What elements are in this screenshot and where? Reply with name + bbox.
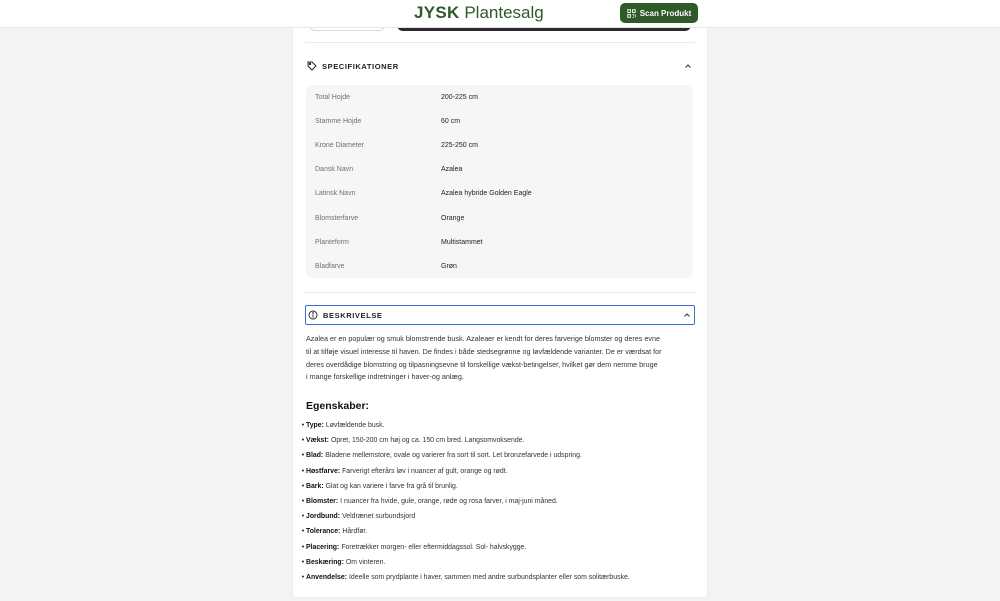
- spec-row: [306, 133, 693, 157]
- feature-label: Høstfarve:: [306, 467, 341, 475]
- divider: [305, 42, 695, 43]
- feature-text: Opret, 150-200 cm høj og ca. 150 cm bred. Langsomvoksende.: [330, 437, 525, 445]
- chevron-up-icon[interactable]: [683, 61, 693, 71]
- list-item: [300, 433, 700, 448]
- logo-brand: JYSK: [414, 3, 460, 22]
- spec-value: Orange: [441, 214, 465, 222]
- list-item: [300, 448, 700, 463]
- list-item: [300, 555, 700, 570]
- feature-label: Beskæring:: [306, 558, 344, 566]
- list-item: [300, 479, 700, 494]
- bullet: •: [301, 467, 305, 475]
- feature-text: Glat og kan variere i farve fra grå til brunlig.: [325, 482, 458, 490]
- list-item: [300, 464, 700, 479]
- list-item: [300, 494, 700, 509]
- bullet: •: [301, 437, 305, 445]
- spec-value: Azalea hybride Golden Eagle: [441, 190, 532, 198]
- divider: [305, 292, 695, 293]
- list-item: [300, 570, 700, 585]
- bullet: •: [301, 482, 305, 490]
- feature-text: I nuancer fra hvide, gule, orange, røde og rosa farver, i maj-juni måned.: [340, 498, 558, 506]
- spec-row: [306, 182, 693, 206]
- description-title: BESKRIVELSE: [323, 310, 383, 320]
- bullet: •: [301, 422, 305, 430]
- spec-label: Planteform: [315, 238, 349, 246]
- specifications-table: [306, 85, 693, 278]
- spec-value: 60 cm: [441, 117, 461, 125]
- specifications-title: SPECIFIKATIONER: [322, 61, 399, 71]
- list-item: [300, 540, 700, 555]
- feature-text: Hårdfør.: [342, 528, 368, 536]
- list-item: [300, 509, 700, 524]
- bullet: •: [301, 513, 305, 521]
- feature-text: Foretrækker morgen- eller eftermiddagssol. Sol- halvskygge.: [341, 543, 527, 551]
- feature-text: Ideelle som prydplante i haver, sammen med andre surbundsplanter eller som solitærbuske.: [348, 573, 630, 581]
- spec-row: [306, 85, 693, 109]
- scan-button-label: Scan Produkt: [639, 8, 692, 18]
- feature-text: Om vinteren.: [345, 558, 386, 566]
- spec-label: Bladfarve: [315, 262, 345, 270]
- specifications-header[interactable]: [305, 56, 695, 76]
- feature-text: Bladene mellemstore, ovale og varierer fra sort til sort. Let bronzefarvede i udspring.: [325, 452, 582, 460]
- feature-label: Blad:: [306, 452, 324, 460]
- spec-label: Blomsterfarve: [315, 214, 359, 222]
- description-line: Azalea er en populær og smuk blomstrende busk. Azaleaer er kendt for deres farverige blomster og deres evne: [306, 334, 660, 343]
- feature-label: Blomster:: [306, 498, 339, 506]
- list-item: [300, 418, 700, 433]
- qr-scan-icon: [627, 9, 636, 18]
- logo[interactable]: [414, 3, 544, 23]
- feature-label: Tolerance:: [306, 528, 341, 536]
- feature-text: Veldrænet surbundsjord: [342, 513, 416, 521]
- spec-value: Multistammet: [441, 238, 483, 246]
- spec-label: Total Hojde: [315, 93, 351, 101]
- spec-row: [306, 109, 693, 133]
- features-list: [300, 418, 700, 585]
- description-header[interactable]: [305, 305, 695, 325]
- spec-value: 225-250 cm: [441, 141, 478, 149]
- bullet: •: [301, 573, 305, 581]
- feature-label: Placering:: [306, 543, 340, 551]
- feature-label: Type:: [306, 422, 324, 430]
- feature-text: Løvfældende busk.: [325, 422, 385, 430]
- spec-label: Latinsk Navn: [315, 190, 356, 198]
- spec-value: Grøn: [441, 262, 457, 270]
- spec-label: Dansk Navn: [315, 166, 354, 174]
- spec-label: Stamme Hojde: [315, 117, 362, 125]
- spec-value: Azalea: [441, 166, 463, 174]
- description-line: deres overdådige blomstring og tilpasningsevne til forskellige vækst-betingelser, hvilket gør dem nemme bruge: [306, 359, 658, 369]
- spec-row: [306, 254, 693, 278]
- spec-row: [306, 230, 693, 254]
- feature-text: Farverigt efterårs løv i nuancer af gult, orange og rødt.: [342, 467, 508, 475]
- bullet: •: [301, 528, 305, 536]
- spec-label: Krone Diameter: [315, 141, 365, 149]
- scan-product-button[interactable]: [620, 3, 698, 23]
- feature-label: Vækst:: [306, 437, 329, 445]
- bullet: •: [301, 543, 305, 551]
- list-item: [300, 524, 700, 539]
- quantity-stepper[interactable]: [309, 28, 385, 31]
- chevron-up-icon[interactable]: [682, 310, 692, 320]
- logo-text: Plantesalg: [464, 3, 544, 22]
- feature-label: Anvendelse:: [306, 573, 347, 581]
- bullet: •: [301, 452, 305, 460]
- description-text: [306, 333, 698, 384]
- description-line: til at tilføje visuel interesse til haven. De findes i både stedsegrønne og løvfældende varianter. De er værdsat for: [306, 346, 662, 356]
- bullet: •: [301, 558, 305, 566]
- feature-label: Jordbund:: [306, 513, 341, 521]
- features-heading: Egenskaber:: [306, 400, 370, 412]
- feature-label: Bark:: [306, 482, 324, 490]
- spec-value: 200-225 cm: [441, 93, 478, 101]
- info-icon: [308, 310, 318, 320]
- top-bar: [0, 0, 1000, 28]
- add-to-cart-button[interactable]: [397, 28, 691, 31]
- spec-row: [306, 158, 693, 182]
- bullet: •: [301, 498, 305, 506]
- tag-icon: [307, 61, 317, 71]
- spec-row: [306, 206, 693, 230]
- description-line: i mange forskellige indretninger i haver-og anlæg.: [306, 372, 464, 382]
